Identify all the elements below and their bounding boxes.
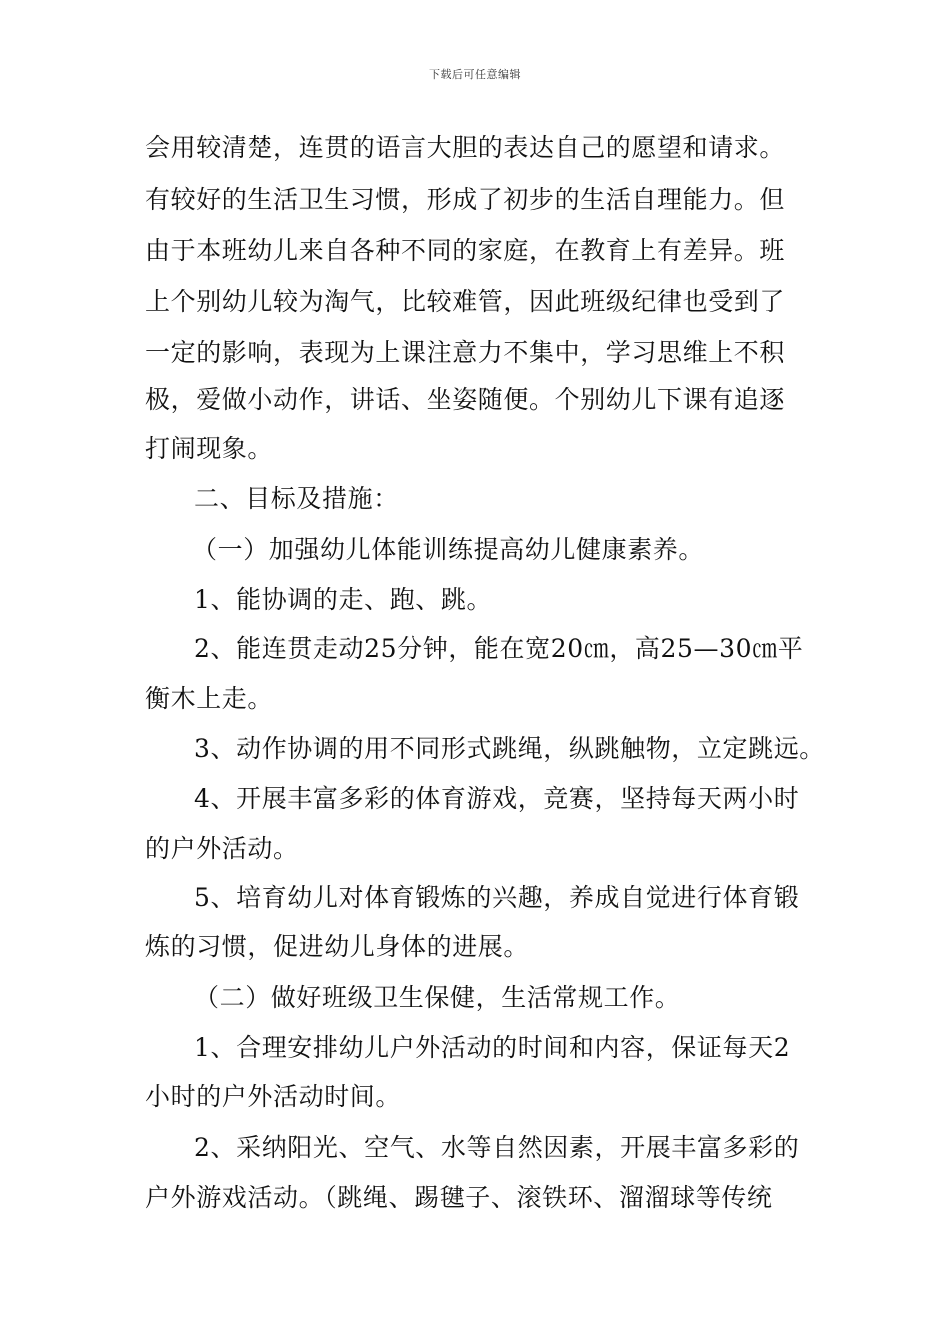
text-line: 小时的户外活动时间。	[145, 1082, 402, 1111]
list-item: 2、采纳阳光、空气、水等自然因素，开展丰富多彩的	[194, 1133, 800, 1162]
text-line: 极，爱做小动作，讲话、坐姿随便。个别幼儿下课有追逐	[145, 385, 786, 414]
subsection-heading: （一）加强幼儿体能训练提高幼儿健康素养。	[192, 535, 705, 564]
list-item: 4、开展丰富多彩的体育游戏，竞赛，坚持每天两小时	[194, 784, 800, 813]
list-item: 3、动作协调的用不同形式跳绳，纵跳触物，立定跳远。	[194, 734, 825, 763]
text-line: 户外游戏活动。（跳绳、踢毽子、滚铁环、溜溜球等传统	[145, 1183, 773, 1212]
text-line: 一定的影响，表现为上课注意力不集中，学习思维上不积	[145, 338, 786, 367]
text-line: 衡木上走。	[145, 684, 274, 713]
list-item: 1、合理安排幼儿户外活动的时间和内容，保证每天2	[194, 1033, 791, 1062]
section-heading: 二、目标及措施：	[194, 484, 399, 513]
page-header-note: 下载后可任意编辑	[429, 68, 521, 81]
list-item: 5、培育幼儿对体育锻炼的兴趣，养成自觉进行体育锻	[194, 883, 800, 912]
text-line: 打闹现象。	[145, 434, 274, 463]
subsection-heading: （二）做好班级卫生保健，生活常规工作。	[194, 983, 681, 1012]
list-item: 1、能协调的走、跑、跳。	[194, 585, 493, 614]
text-line: 炼的习惯，促进幼儿身体的进展。	[145, 932, 530, 961]
text-line: 上个别幼儿较为淘气，比较难管，因此班级纪律也受到了	[145, 287, 786, 316]
list-item: 2、能连贯走动25分钟，能在宽20㎝，高25—30㎝平	[194, 634, 804, 663]
text-line: 由于本班幼儿来自各种不同的家庭，在教育上有差异。班	[145, 236, 786, 265]
text-line: 有较好的生活卫生习惯，形成了初步的生活自理能力。但	[145, 185, 786, 214]
text-line: 的户外活动。	[145, 834, 299, 863]
text-line: 会用较清楚，连贯的语言大胆的表达自己的愿望和请求。	[145, 133, 786, 162]
